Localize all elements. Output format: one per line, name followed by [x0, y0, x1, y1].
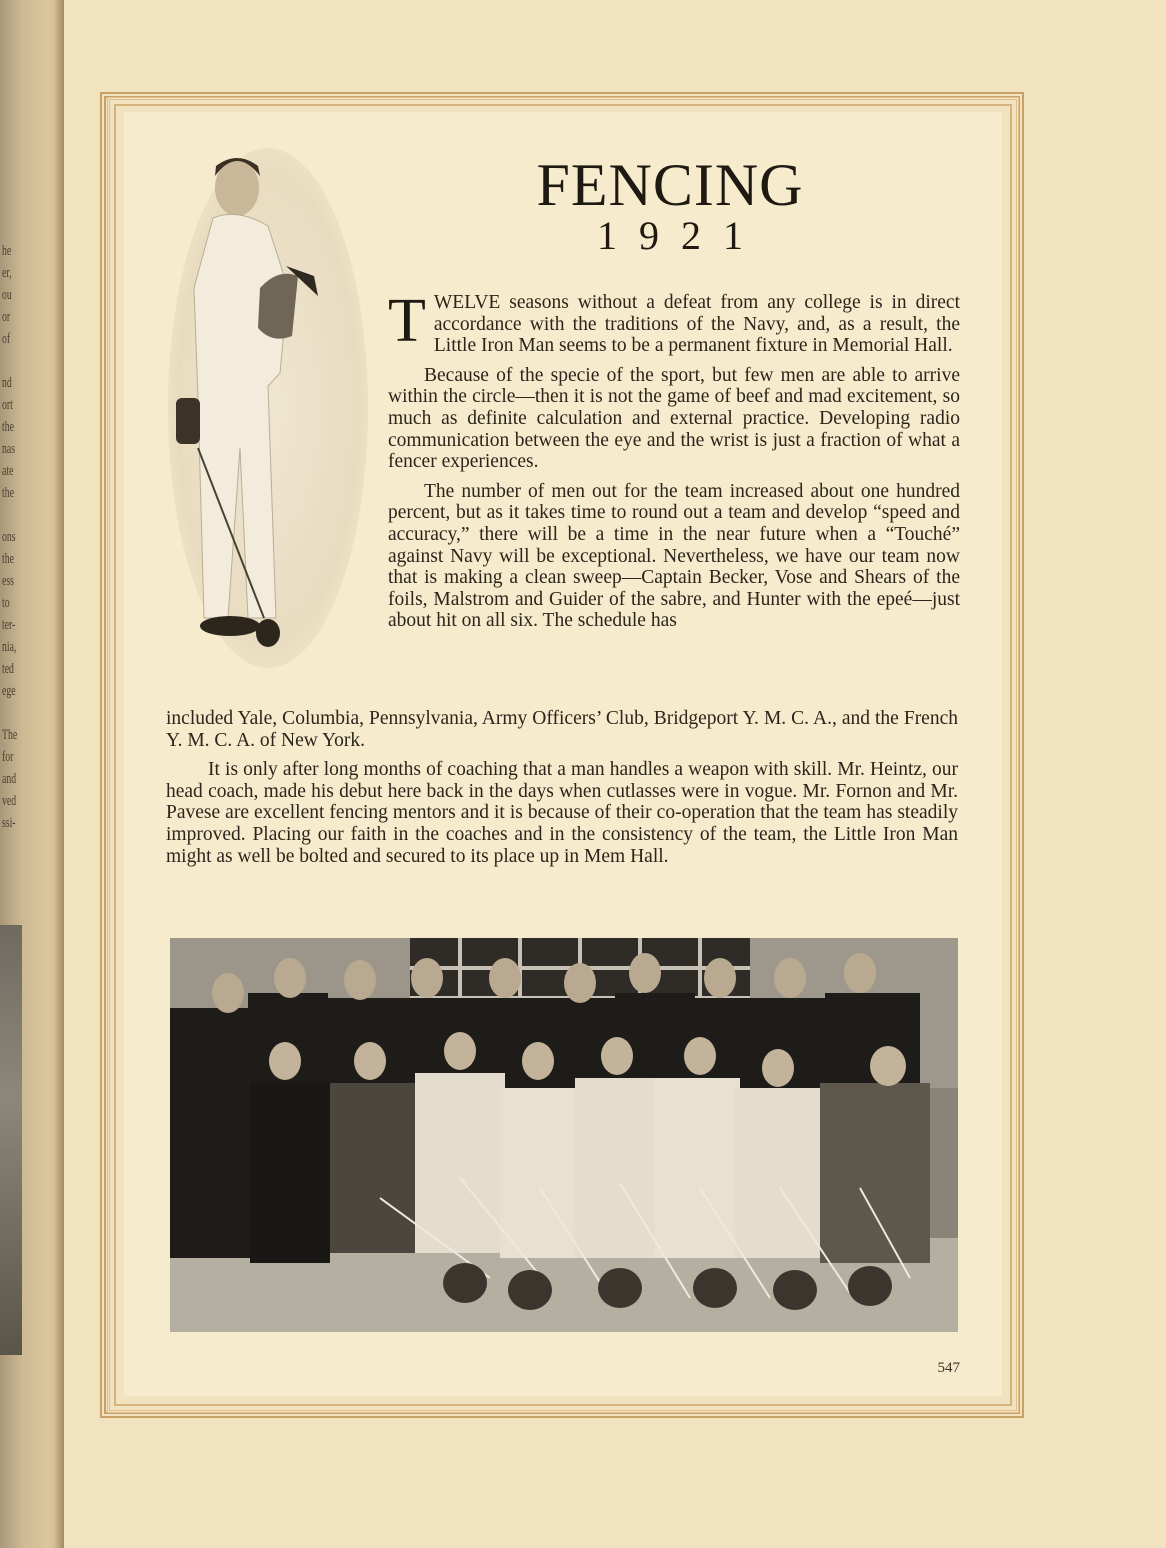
previous-page-text-fragments — [2, 240, 22, 834]
previous-page-photo-edge — [0, 925, 22, 1355]
paragraph-2: Because of the specie of the sport, but few men are able to arrive within the circle—then it is not the game of beef and mad excitement, so much as definite calculation and external practice. Developing radio communication between the eye and the wrist is just a fraction of what a fencer experiences. — [388, 364, 960, 473]
previous-page-fragment — [2, 504, 22, 526]
previous-page-fragment — [2, 350, 22, 372]
article-text-column — [388, 287, 960, 640]
previous-page-fragment: to — [2, 595, 10, 611]
previous-page-fragment: nia, — [2, 639, 17, 655]
previous-page-fragment: ort — [2, 397, 13, 413]
previous-page-fragment: or — [2, 309, 11, 325]
paragraph-3: The number of men out for the team increased about one hundred percent, but as it takes time to round out a team and develop “speed and accuracy,” there will be a time in the near future when a “Touché” against Navy will be exceptional. Nevertheless, we have our team now that is making a clean sweep—Captain Becker, Vose and Shears of the foils, Malstrom and Guider of the sabre, and Hunter with the epeé—just about hit on all six. The schedule has — [388, 480, 960, 632]
previous-page-fragment: he — [2, 243, 12, 259]
previous-page-fragment: the — [2, 419, 14, 435]
previous-page-edge — [0, 0, 64, 1548]
page-title: FENCING — [536, 152, 804, 218]
previous-page-fragment: ege — [2, 683, 16, 699]
page-year: 1921 — [597, 213, 765, 258]
drop-cap: T — [388, 287, 426, 355]
paragraph-3-continued: included Yale, Columbia, Pennsylvania, Army Officers’ Club, Bridgeport Y. M. C. A., and the French Y. M. C. A. of New York. — [166, 708, 958, 751]
previous-page-fragment: ate — [2, 463, 14, 479]
paragraph-1 — [388, 287, 960, 357]
previous-page-fragment: ou — [2, 287, 12, 303]
paragraph-4: It is only after long months of coaching that a man handles a weapon with skill. Mr. Heintz, our head coach, made his debut here back in the days when cutlasses were in vogue. Mr. Fornon and Mr. Pavese are excellent fencing mentors and it is because of their co-operation that the team has steadily improved. Placing our faith in the coaches and in the consistency of the team, the Little Iron Man might as well be bolted and secured to its place up in Mem Hall. — [166, 759, 958, 867]
previous-page-fragment: the — [2, 551, 14, 567]
article-text-wide — [166, 708, 958, 875]
previous-page-fragment: ved — [2, 793, 17, 809]
previous-page-fragment: The — [2, 727, 18, 743]
previous-page-fragment — [2, 702, 22, 724]
paragraph-1-text: WELVE seasons without a defeat from any college is in direct accordance with the traditions of the Navy, and, as a result, the Little Iron Man seems to be a permanent fixture in Memorial Hall. — [433, 292, 960, 357]
previous-page-fragment: of — [2, 331, 11, 347]
page-number: 547 — [937, 1360, 960, 1376]
previous-page-fragment: nd — [2, 375, 12, 391]
previous-page-fragment: ter- — [2, 617, 16, 633]
previous-page-fragment: er, — [2, 265, 12, 281]
previous-page-fragment: ons — [2, 529, 16, 545]
previous-page-fragment: the — [2, 485, 14, 501]
previous-page-fragment: ess — [2, 573, 14, 589]
team-group-photo — [170, 938, 958, 1332]
book-gutter — [54, 0, 64, 1548]
previous-page-fragment: nas — [2, 441, 15, 457]
previous-page-fragment: and — [2, 771, 17, 787]
previous-page-fragment: ssi- — [2, 815, 16, 831]
previous-page-fragment: ted — [2, 661, 14, 677]
previous-page-fragment: for — [2, 749, 14, 765]
fencer-portrait-photo — [168, 148, 368, 668]
